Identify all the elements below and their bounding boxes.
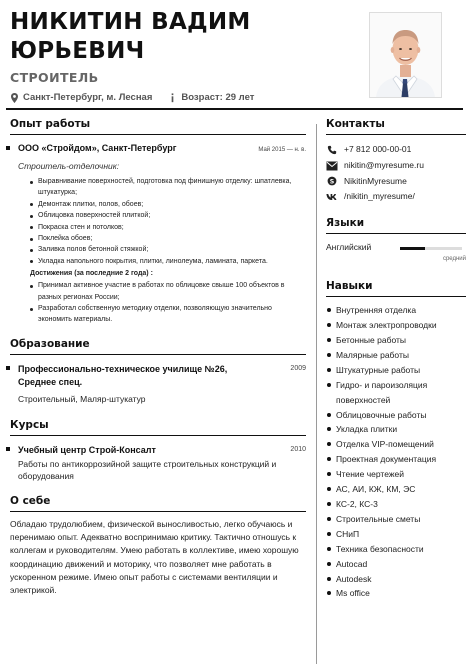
list-item: Облицовка поверхностей плиткой;	[30, 210, 306, 221]
school-name: Профессионально-техническое училище №26, Среднее спец.	[18, 363, 228, 387]
contact-vk[interactable]	[326, 189, 466, 205]
svg-text:S: S	[329, 178, 335, 186]
profession-title: СТРОИТЕЛЬ	[10, 70, 99, 85]
language-level-fill	[400, 247, 425, 250]
list-item: СНиП	[326, 527, 466, 542]
list-item: АС, АИ, КЖ, КМ, ЭС	[326, 482, 466, 497]
info-icon	[168, 93, 177, 103]
course-description: Работы по антикоррозийной защите строительных конструкций и оборудования	[18, 458, 277, 481]
list-item: Заливка полов бетонной стяжкой;	[30, 244, 306, 255]
list-item: Autodesk	[326, 572, 466, 587]
entry-marker	[6, 447, 10, 451]
courses-title: Курсы	[10, 418, 49, 431]
section-divider	[326, 296, 466, 297]
job-dates: Май 2015 — н. в.	[258, 147, 306, 153]
list-item: Разработал собственную методику отделки, позволяющую значительно экономить материалы.	[30, 303, 306, 326]
duties-list	[10, 176, 306, 267]
education-year: 2009	[290, 364, 306, 372]
list-item: Ms office	[326, 586, 466, 601]
language-level: средний	[442, 256, 466, 263]
main-column	[10, 118, 306, 598]
contact-value: /nikitin_myresume/	[344, 191, 415, 202]
list-item: Выравнивание поверхностей, подготовка под финишную отделку: шпатлевка, штукатурка;	[30, 176, 306, 199]
skills-list	[326, 303, 466, 601]
language-level-bar	[400, 247, 462, 250]
list-item: Покраска стен и потолков;	[30, 222, 306, 233]
education-section	[10, 338, 306, 405]
course-name: Учебный центр Строй-Консалт	[18, 444, 156, 455]
list-item: Бетонные работы	[326, 333, 466, 348]
experience-title: Опыт работы	[10, 118, 91, 130]
contact-phone[interactable]	[326, 142, 466, 158]
list-item: Демонтаж плитки, полов, обоев;	[30, 199, 306, 210]
sidebar-column	[326, 118, 466, 601]
list-item: Монтаж электропроводки	[326, 318, 466, 333]
list-item: Техника безопасности	[326, 542, 466, 557]
age-text: Возраст: 29 лет	[181, 92, 255, 103]
list-item: Autocad	[326, 557, 466, 572]
profile-photo	[369, 12, 442, 98]
list-item: Внутренняя отделка	[326, 303, 466, 318]
entry-marker	[6, 146, 10, 150]
skype-icon	[326, 176, 338, 186]
section-divider	[10, 134, 306, 135]
resume-header	[10, 8, 460, 103]
section-divider	[10, 511, 306, 512]
list-item: Укладка напольного покрытия, плитки, линолеума, ламината, паркета.	[30, 256, 306, 267]
list-item: Малярные работы	[326, 348, 466, 363]
achievements-title: Достижения (за последние 2 года) :	[30, 270, 153, 278]
list-item: Укладка плитки	[326, 422, 466, 437]
contacts-title: Контакты	[326, 118, 385, 130]
job-role: Строитель-отделочник:	[18, 161, 120, 171]
personal-meta	[10, 92, 254, 103]
list-item: Принимал активное участие в работах по облицовке свыше 100 объектов в разных регионах России;	[30, 280, 306, 303]
specialty: Строительный, Маляр-штукатур	[18, 393, 146, 404]
section-divider	[326, 134, 466, 135]
section-divider	[326, 233, 466, 234]
vk-icon	[326, 192, 338, 202]
languages-title: Языки	[326, 217, 365, 230]
name-line-2: ЮРЬЕВИЧ	[10, 38, 145, 64]
list-item: КС-2, КС-3	[326, 497, 466, 512]
contact-value: nikitin@myresume.ru	[344, 159, 424, 170]
location-text: Санкт-Петербург, м. Лесная	[23, 92, 153, 103]
section-divider	[10, 435, 306, 436]
course-entry	[10, 444, 306, 482]
contact-value: NikitinMyresume	[344, 175, 407, 186]
skills-section	[326, 280, 466, 601]
skills-title: Навыки	[326, 280, 373, 293]
contact-value: +7 812 000-00-01	[344, 144, 412, 154]
language-name: Английский	[326, 242, 372, 253]
phone-icon	[326, 145, 338, 155]
header-divider	[6, 108, 463, 110]
education-title: Образование	[10, 337, 90, 350]
contact-skype[interactable]	[326, 174, 466, 190]
list-item: Облицовочные работы	[326, 408, 466, 423]
list-item: Отделка VIP-помещений	[326, 437, 466, 452]
languages-section	[326, 217, 466, 276]
name-line-1: НИКИТИН ВАДИМ	[10, 9, 251, 35]
courses-section	[10, 419, 306, 482]
column-divider	[316, 124, 317, 664]
education-entry	[10, 363, 306, 405]
list-item: Поклейка обоев;	[30, 233, 306, 244]
achievements-list	[10, 280, 306, 326]
list-item: Проектная документация	[326, 452, 466, 467]
job-company: ООО «Стройдом», Санкт-Петербург	[18, 143, 177, 153]
experience-section	[10, 118, 306, 326]
course-year: 2010	[290, 445, 306, 453]
about-section	[10, 495, 306, 598]
contacts-section	[326, 118, 466, 205]
contact-email[interactable]	[326, 158, 466, 174]
email-icon	[326, 161, 338, 171]
about-text: Обладаю трудолюбием, физической выносливостью, легко обучаюсь и перенимаю опыт. Адекватно воспринимаю критику. Тактично отношусь к коллегам и руководителям. Умею работать в коллективе, имею хорошую координацию движений и моторику, что позволяет мне работать в ускоренном режиме. Имею опыт работы с системами вентиляции и электрикой.	[10, 518, 299, 596]
map-pin-icon	[10, 93, 19, 103]
language-item	[326, 242, 466, 276]
list-item: Гидро- и пароизоляция поверхностей	[326, 378, 466, 408]
section-divider	[10, 354, 306, 355]
about-title: О себе	[10, 494, 51, 507]
entry-marker	[6, 366, 10, 370]
list-item: Чтение чертежей	[326, 467, 466, 482]
list-item: Строительные сметы	[326, 512, 466, 527]
list-item: Штукатурные работы	[326, 363, 466, 378]
job-entry	[10, 143, 306, 326]
